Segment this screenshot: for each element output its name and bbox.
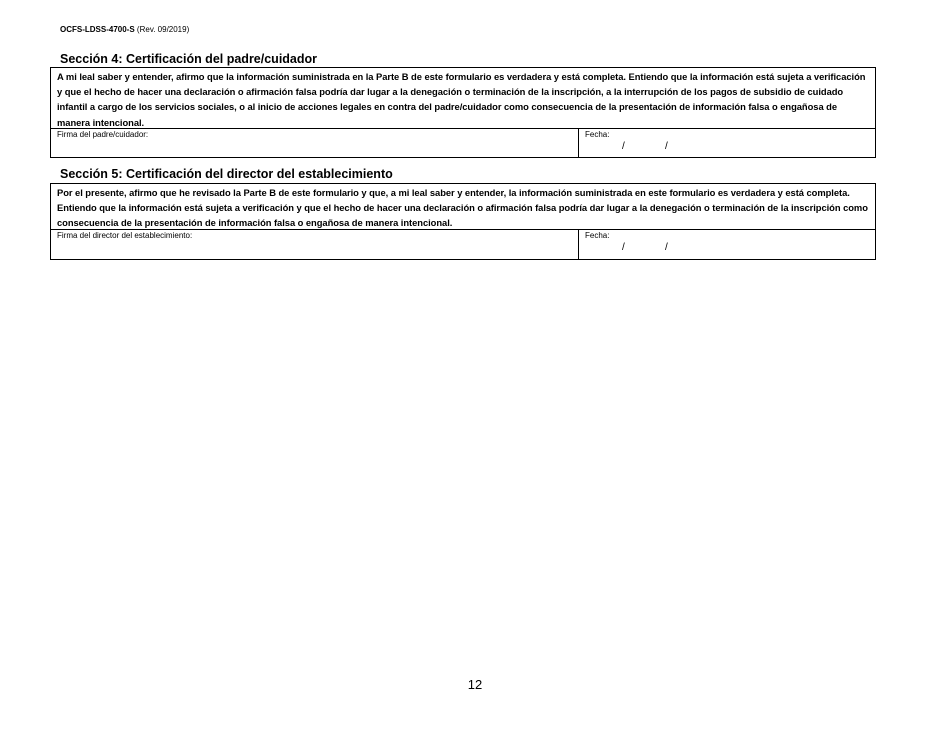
parent-signature-label: Firma del padre/cuidador: bbox=[57, 130, 149, 139]
date-separator: / bbox=[622, 141, 625, 152]
parent-signature-field[interactable] bbox=[51, 129, 579, 157]
section-4-box bbox=[50, 67, 876, 158]
date-separator: / bbox=[665, 141, 668, 152]
section-5-certification-text: Por el presente, afirmo que he revisado la Parte B de este formulario y que, a mi leal saber y entender, la información suministrada en este formulario es verdadera y está completa. Entiendo que la información está sujeta a verificación y que el hecho de hacer una declaración o afirmación falsa podría dar lugar a la denegación o terminación de la inscripción como consecuencia de la presentación de información falsa o engañosa de manera intencional. bbox=[57, 187, 868, 229]
section-4-title: Sección 4: Certificación del padre/cuidador bbox=[60, 52, 318, 66]
parent-date-label: Fecha: bbox=[585, 130, 610, 139]
section-4-fields-row bbox=[51, 128, 875, 157]
parent-date-field[interactable] bbox=[579, 129, 875, 157]
director-signature-field[interactable] bbox=[51, 230, 579, 259]
form-code: OCFS-LDSS-4700-S bbox=[60, 25, 135, 34]
form-revision: (Rev. 09/2019) bbox=[136, 25, 190, 34]
director-date-field[interactable] bbox=[579, 230, 875, 259]
date-separator: / bbox=[622, 242, 625, 253]
section-5-title: Sección 5: Certificación del director del establecimiento bbox=[60, 167, 393, 181]
director-signature-label: Firma del director del establecimiento: bbox=[57, 231, 193, 240]
director-date-label: Fecha: bbox=[585, 231, 610, 240]
section-5-fields-row bbox=[51, 229, 875, 259]
section-4-certification-text: A mi leal saber y entender, afirmo que la información suministrada en la Parte B de este formulario es verdadera y está completa. Entiendo que la información está sujeta a verificación y que el hecho de hacer una declaración o afirmación falsa podría dar lugar a la denegación o terminación de la inscripción, a la interrupción de los pagos de subsidio de cuidado infantil a cargo de los servicios sociales, o al inicio de acciones legales en contra del padre/cuidador como consecuencia de la presentación de información falsa o engañosa de manera intencional. bbox=[57, 71, 866, 128]
page-number: 12 bbox=[467, 677, 483, 692]
date-separator: / bbox=[665, 242, 668, 253]
form-identifier bbox=[60, 25, 189, 35]
section-5-box bbox=[50, 183, 876, 260]
